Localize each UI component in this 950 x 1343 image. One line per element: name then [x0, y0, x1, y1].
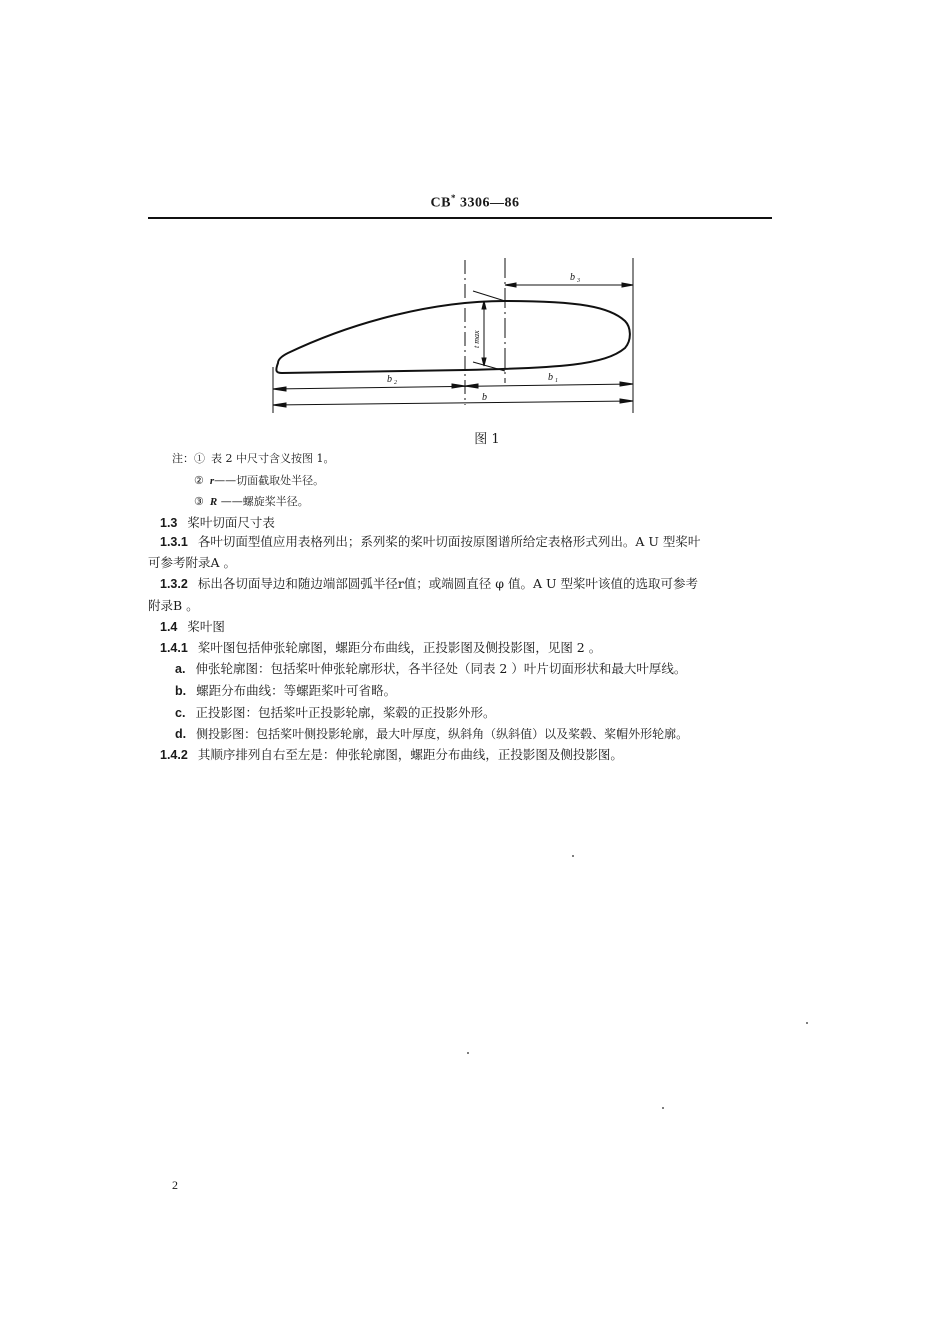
note-marker: ③: [194, 495, 204, 508]
scan-speck: [572, 855, 574, 857]
item-a: [175, 661, 686, 677]
item-marker: d.: [175, 727, 187, 741]
paragraph-text: 各叶切面型值应用表格列出；系列桨的桨叶切面按原图谱所给定表格形式列出。A U 型桨叶: [197, 534, 701, 549]
scan-speck: [467, 1052, 469, 1054]
label-b: b: [482, 392, 487, 403]
section-1-4-heading: [160, 619, 225, 635]
section-1-4-2: [160, 747, 623, 763]
code-sup: *: [450, 193, 456, 203]
section-1-3-1-line2: 可参考附录A 。: [148, 555, 237, 570]
item-marker: a.: [175, 662, 186, 676]
code-number: 3306—86: [459, 195, 520, 211]
note-marker: ②: [194, 474, 204, 487]
item-marker: c.: [175, 706, 186, 720]
blade-section-figure: [260, 255, 650, 420]
section-number: 1.3.2: [160, 577, 188, 591]
item-b: [175, 683, 396, 699]
page-number: 2: [172, 1178, 178, 1192]
header-rule: [148, 217, 772, 219]
section-title: 桨叶切面尺寸表: [187, 515, 275, 530]
airfoil-diagram: [260, 255, 650, 420]
note-text: ——切面截取处半径。: [214, 474, 325, 487]
section-1-4-1: [160, 640, 601, 656]
figure-caption: 图 1: [474, 432, 500, 447]
svg-text:3: 3: [577, 278, 580, 284]
item-text: 侧投影图：包括桨叶侧投影轮廓，最大叶厚度，纵斜角（纵斜值）以及桨毂、桨帽外形轮廓。: [196, 727, 689, 741]
section-number: 1.4.1: [160, 641, 188, 655]
note-text: ——螺旋桨半径。: [217, 495, 309, 508]
note-3: [194, 494, 309, 510]
note-2: [194, 473, 324, 489]
label-b1: b: [548, 372, 553, 383]
standard-code: [0, 193, 950, 212]
item-text: 正投影图：包括桨叶正投影轮廓，桨毂的正投影外形。: [195, 705, 496, 720]
section-number: 1.4: [160, 620, 178, 634]
paragraph-text: 标出各切面导边和随边端部圆弧半径r值；或端圆直径 φ 值。A U 型桨叶该值的选取可参考: [197, 576, 698, 591]
note-symbol: r: [209, 475, 215, 487]
code-prefix: CB: [430, 195, 451, 211]
scan-speck: [662, 1107, 664, 1109]
section-1-3-1-line1: [160, 534, 700, 550]
section-1-3-2-line1: [160, 576, 698, 592]
section-number: 1.3: [160, 516, 178, 530]
section-title: 桨叶图: [187, 619, 225, 634]
note-1: [172, 451, 335, 467]
paragraph-text: 其顺序排列自右至左是：伸张轮廓图，螺距分布曲线，正投影图及侧投影图。: [197, 747, 623, 762]
item-d: [175, 726, 688, 742]
note-text: 表 2 中尺寸含义按图 1。: [211, 452, 335, 465]
item-marker: b.: [175, 684, 187, 698]
note-symbol: R: [209, 496, 218, 508]
paragraph-text: 桨叶图包括伸张轮廓图，螺距分布曲线，正投影图及侧投影图，见图 2 。: [197, 640, 602, 655]
label-tmax: t max: [472, 330, 481, 348]
section-number: 1.4.2: [160, 748, 188, 762]
svg-text:1: 1: [555, 378, 558, 384]
section-1-3-2-line2: 附录B 。: [148, 598, 199, 613]
section-number: 1.3.1: [160, 535, 188, 549]
label-b2: b: [387, 374, 392, 385]
svg-text:2: 2: [394, 380, 397, 386]
item-c: [175, 705, 495, 721]
label-b3: b: [570, 272, 575, 283]
note-marker: ①: [194, 452, 205, 465]
section-1-3-heading: [160, 515, 275, 531]
item-text: 伸张轮廓图：包括桨叶伸张轮廓形状，各半径处（同表 2 ）叶片切面形状和最大叶厚线。: [195, 661, 687, 676]
note-prefix: 注：: [172, 452, 194, 465]
item-text: 螺距分布曲线：等螺距桨叶可省略。: [196, 683, 397, 698]
scan-speck: [806, 1022, 808, 1024]
